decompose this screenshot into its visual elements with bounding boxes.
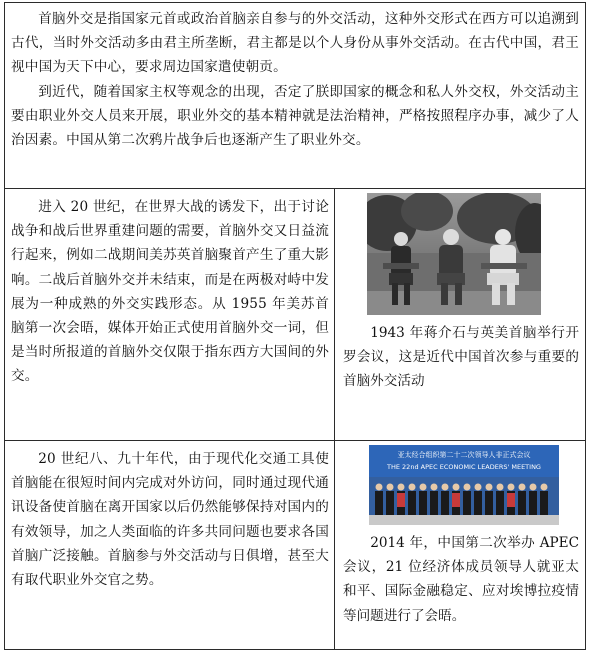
intro-cell (11, 7, 579, 152)
row-divider-2 (5, 440, 585, 441)
apec-banner-english: THE 22nd APEC ECONOMIC LEADERS' MEETING (387, 463, 541, 471)
content-table (4, 2, 586, 650)
apec-meeting-caption: 2014 年，中国第二次举办 APEC 会议，21 位经济体成员领导人就亚太和平、国际金融稳定、应对埃博拉疫情等问题进行了会晤。 (343, 535, 579, 624)
section-80s-90s-text: 20 世纪八、九十年代，由于现代化交通工具使首脑能在很短时间内完成对外访问，同时通过现代通讯设备使首脑在离开国家以后仍然能够保持对国内的有效领导，加之人类面临的许多共同问题也要求各国首脑广泛接触。首脑参与外交活动与日俱增，甚至大有取代职业外交官之势。 (11, 451, 329, 589)
apec-meeting-photo (369, 445, 559, 525)
section-20th-century-text: 进入 20 世纪，在世界大战的诱发下，出于讨论战争和战后世界重建问题的需要，首脑外交又日益流行起来，例如二战期间美苏英首脑聚首产生了重大影响。二战后首脑外交并未结束，而是在两极对峙中发展为一种成熟的外交实践形态。从 1955 年美苏首脑第一次会晤，媒体开始正式使用首脑外交一词，但是当时所报道的首脑外交仅限于指东西方大国间的外交。 (11, 199, 329, 385)
intro-paragraph-2: 到近代，随着国家主权等观念的出现，否定了朕即国家的概念和私人外交权，外交活动主要由职业外交人员来开展，职业外交的基本精神就是法治精神，严格按照程序办事，减少了人治因素。中国从第二次鸦片战争后也逐渐产生了职业外交。 (11, 83, 579, 149)
cairo-conference-photo (367, 193, 541, 315)
column-divider (334, 188, 335, 650)
cairo-conference-photo-image (367, 193, 541, 315)
apec-meeting-photo-image (369, 445, 559, 525)
apec-banner-chinese: 亚太经合组织第二十二次领导人非正式会议 (397, 451, 531, 459)
cairo-conference-caption: 1943 年蒋介石与英美首脑举行开罗会议，这是近代中国首次参与重要的首脑外交活动 (343, 325, 579, 390)
intro-paragraph-1: 首脑外交是指国家元首或政治首脑亲自参与的外交活动，这种外交形式在西方可以追溯到古代，当时外交活动多由君主所垄断，君主都是以个人身份从事外交活动。在古代中国，君王视中国为天下中心，要求周边国家遣使朝贡。 (11, 11, 579, 76)
row-divider-1 (5, 188, 585, 189)
